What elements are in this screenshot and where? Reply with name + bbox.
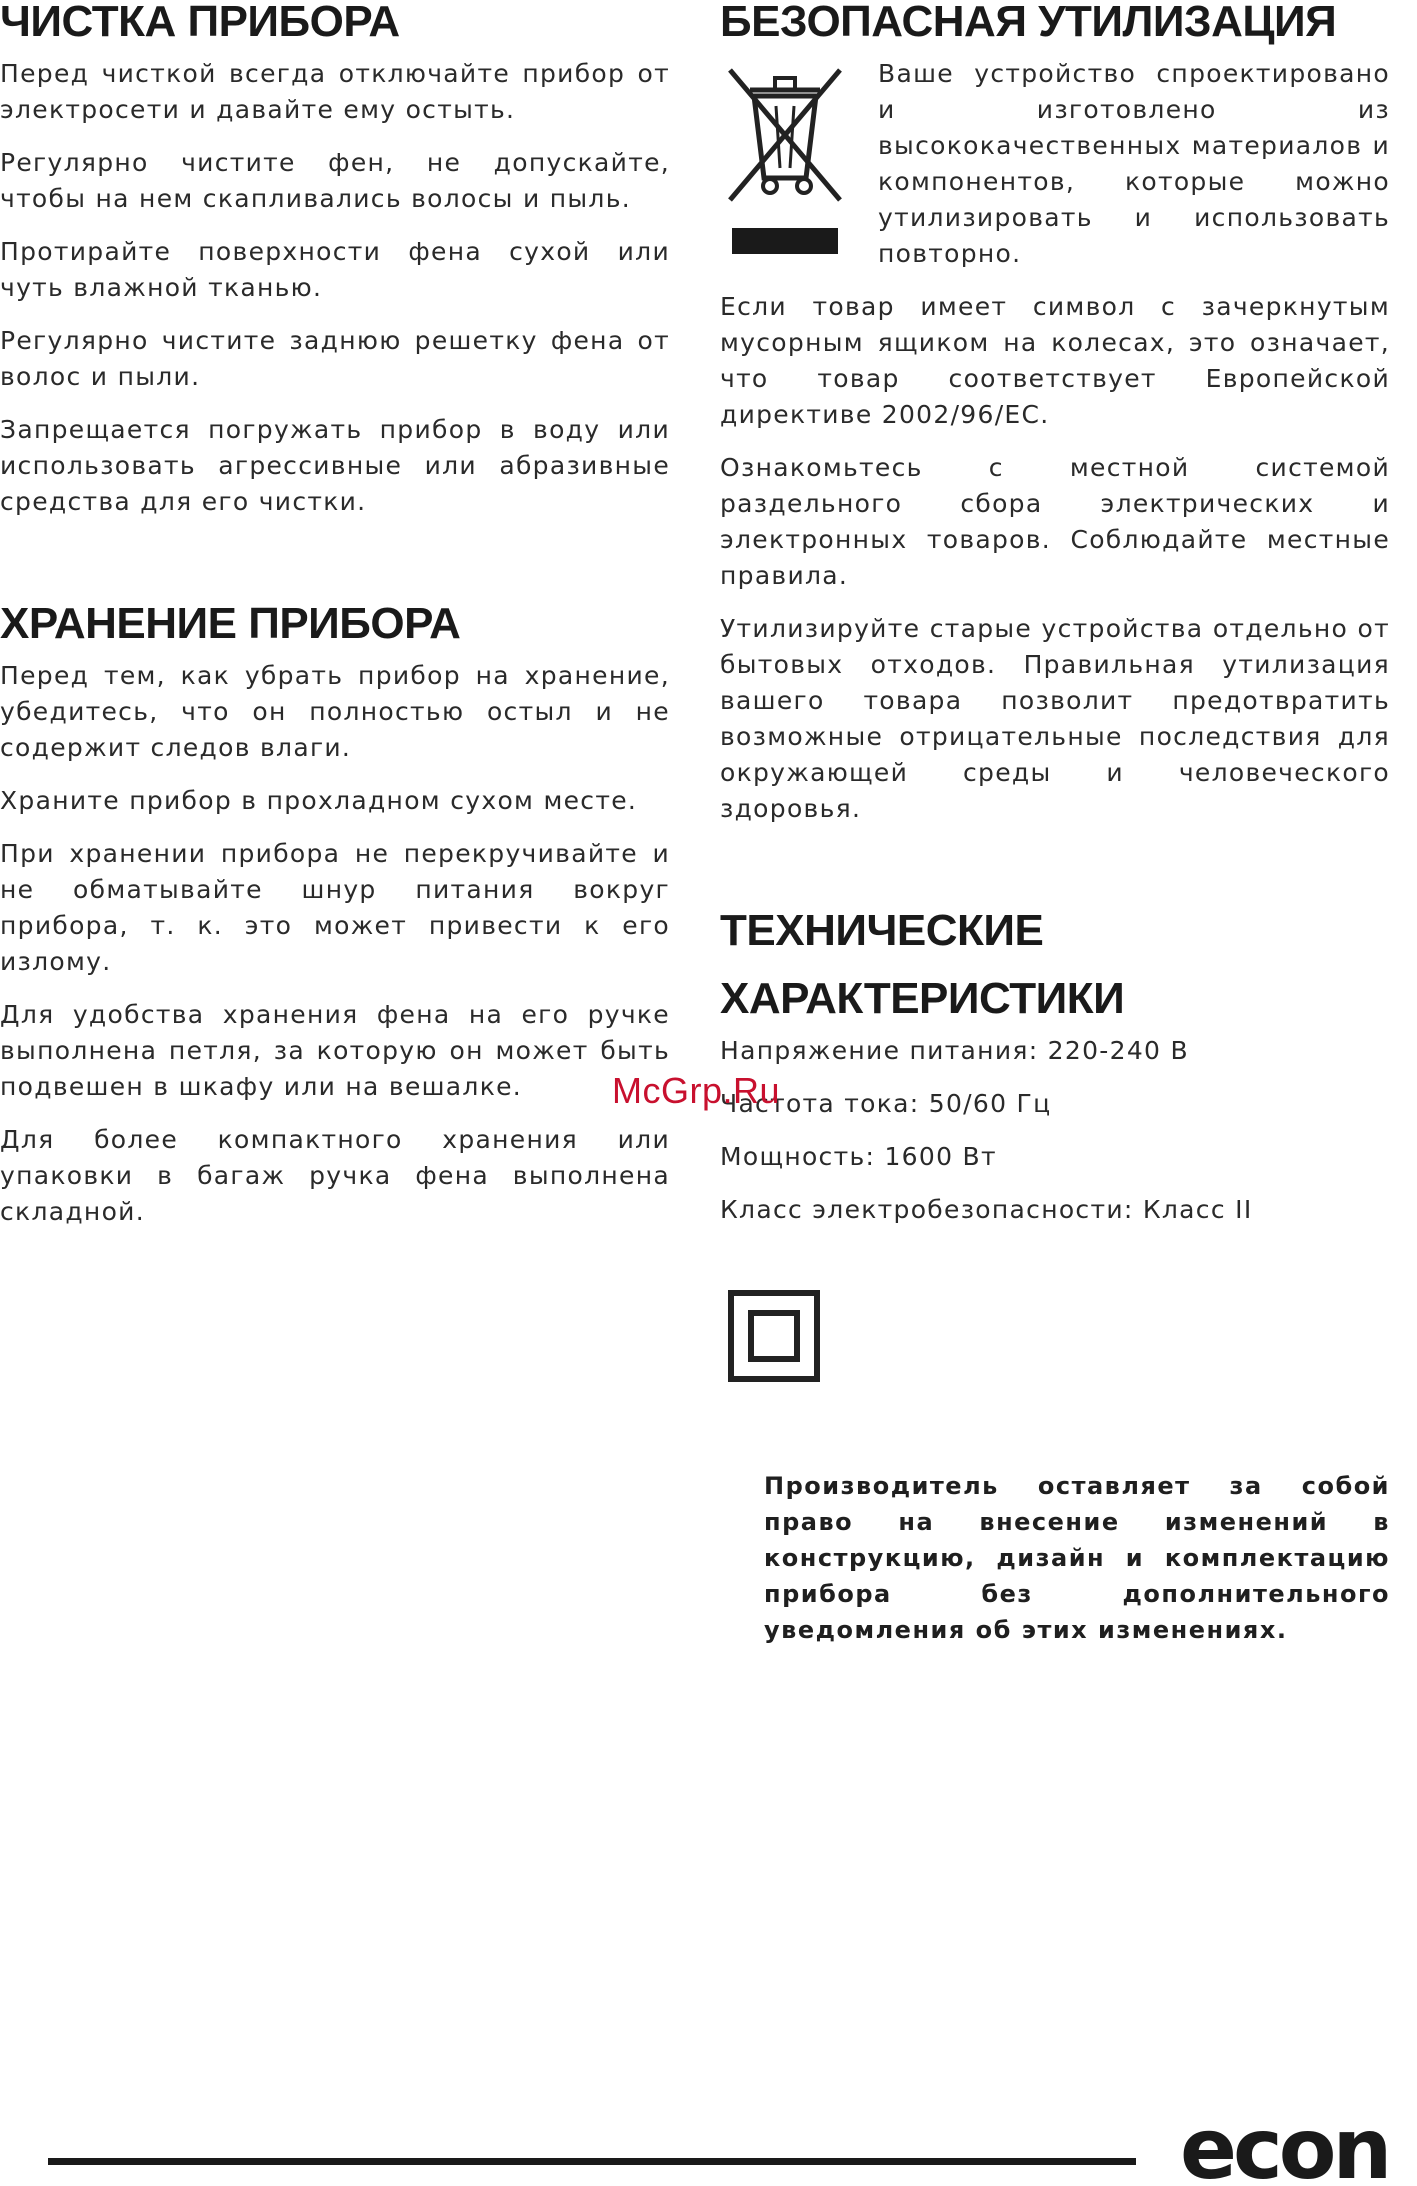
footer-divider bbox=[48, 2158, 1136, 2165]
disposal-intro: Ваше устройство спроектировано и изготовлено из высококачественных материалов и компонентов, которые можно утилизировать и использовать повторно. bbox=[878, 59, 1390, 268]
double-insulation-icon bbox=[728, 1290, 820, 1382]
storage-section bbox=[0, 590, 670, 1230]
disposal-section bbox=[720, 0, 1390, 827]
cleaning-paragraph: Запрещается погружать прибор в воду или использовать агрессивные или абразивные средства для его чистки. bbox=[0, 415, 670, 516]
specs-title-line2: ХАРАКТЕРИСТИКИ bbox=[720, 974, 1125, 1023]
specs-title bbox=[720, 897, 1390, 1033]
left-column bbox=[0, 0, 670, 1247]
specs-section bbox=[720, 897, 1390, 1228]
cleaning-section bbox=[0, 0, 670, 520]
svg-text:econ: econ bbox=[1180, 2104, 1389, 2186]
disposal-paragraph: Если товар имеет символ с зачеркнутым мусорным ящиком на колесах, это означает, что товар соответствует Европейской директиве 2002/96/EC. bbox=[720, 292, 1390, 429]
spec-safety-class: Класс электробезопасности: Класс II bbox=[720, 1195, 1253, 1224]
watermark: McGrp.Ru bbox=[612, 1070, 781, 1111]
cleaning-paragraph: Перед чисткой всегда отключайте прибор от электросети и давайте ему остыть. bbox=[0, 59, 670, 124]
spec-voltage: Напряжение питания: 220-240 В bbox=[720, 1036, 1189, 1065]
storage-paragraph: Храните прибор в прохладном сухом месте. bbox=[0, 786, 638, 815]
crossed-bin-icon bbox=[720, 60, 850, 260]
disposal-paragraph: Ознакомьтесь с местной системой раздельного сбора электрических и электронных товаров. Соблюдайте местные правила. bbox=[720, 453, 1390, 590]
manufacturer-notice: Производитель оставляет за собой право на внесение изменений в конструкцию, дизайн и комплектацию прибора без дополнительного уведомления об этих изменениях. bbox=[764, 1472, 1390, 1644]
spec-power: Мощность: 1600 Вт bbox=[720, 1142, 997, 1171]
storage-paragraph: При хранении прибора не перекручивайте и не обматывайте шнур питания вокруг прибора, т. к. это может привести к его излому. bbox=[0, 839, 670, 976]
storage-paragraph: Для более компактного хранения или упаковки в багаж ручка фена выполнена складной. bbox=[0, 1125, 670, 1226]
right-column bbox=[720, 0, 1390, 1245]
disposal-paragraph: Утилизируйте старые устройства отдельно от бытовых отходов. Правильная утилизация вашего товара позволит предотвратить возможные отрицательные последствия для окружающей среды и человеческого здоровья. bbox=[720, 614, 1390, 823]
disposal-intro-block bbox=[720, 56, 1390, 289]
storage-title: ХРАНЕНИЕ ПРИБОРА bbox=[0, 599, 461, 648]
cleaning-paragraph: Регулярно чистите фен, не допускайте, чтобы на нем скапливались волосы и пыль. bbox=[0, 148, 670, 213]
specs-title-line1: ТЕХНИЧЕСКИЕ bbox=[720, 906, 1044, 955]
econ-logo bbox=[1180, 2104, 1416, 2186]
storage-paragraph: Для удобства хранения фена на его ручке выполнена петля, за которую он может быть подвешен в шкафу или на вешалке. bbox=[0, 1000, 670, 1101]
spec-frequency: Частота тока: 50/60 Гц bbox=[720, 1089, 1052, 1118]
cleaning-title: ЧИСТКА ПРИБОРА bbox=[0, 0, 400, 46]
cleaning-paragraph: Протирайте поверхности фена сухой или чуть влажной тканью. bbox=[0, 237, 670, 302]
storage-paragraph: Перед тем, как убрать прибор на хранение, убедитесь, что он полностью остыл и не содержит следов влаги. bbox=[0, 661, 670, 762]
disposal-title: БЕЗОПАСНАЯ УТИЛИЗАЦИЯ bbox=[720, 0, 1337, 46]
cleaning-paragraph: Регулярно чистите заднюю решетку фена от волос и пыли. bbox=[0, 326, 670, 391]
